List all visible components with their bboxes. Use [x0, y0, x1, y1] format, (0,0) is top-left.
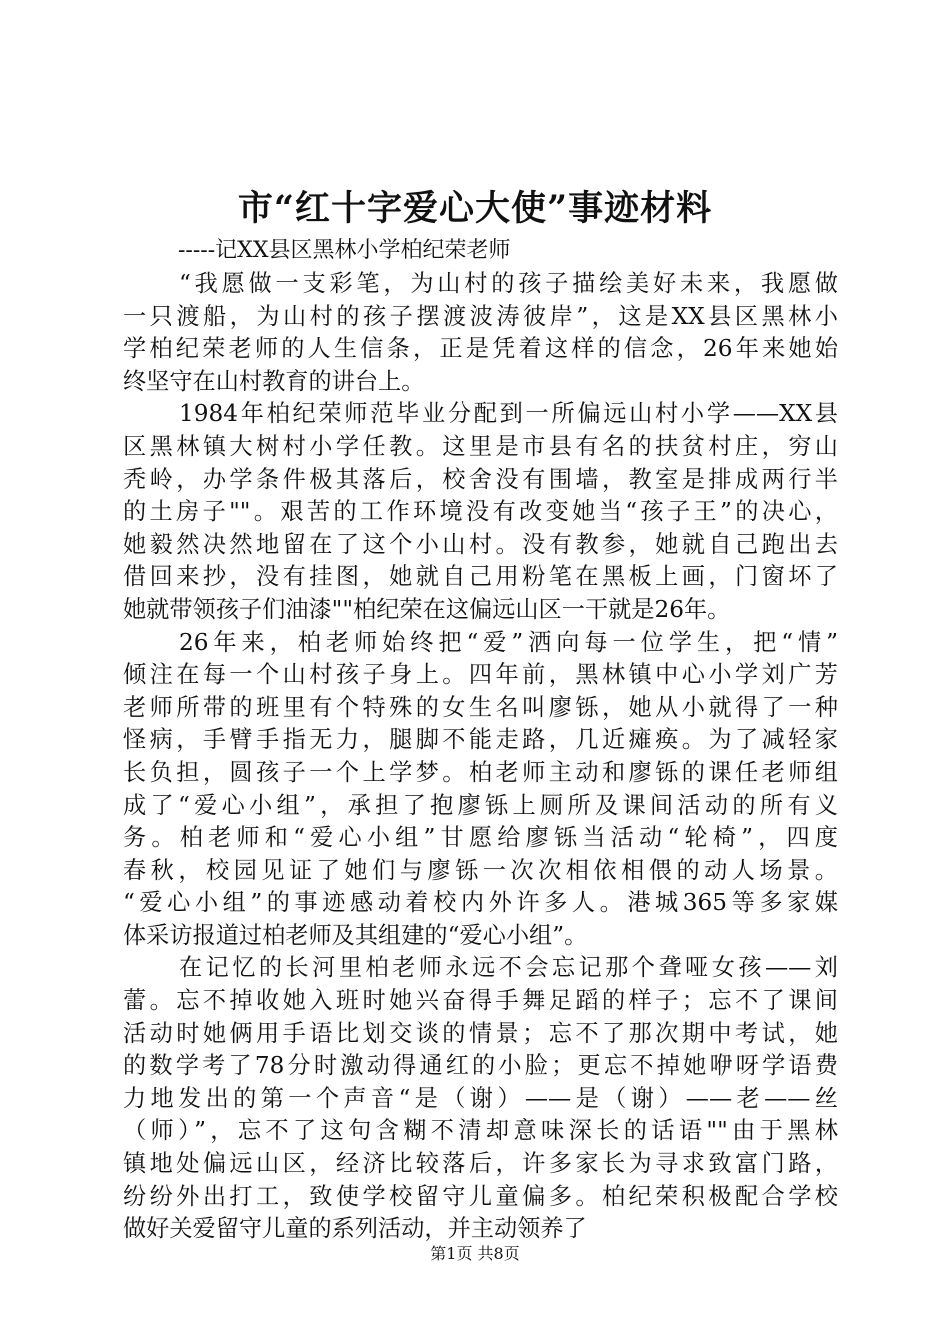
body-line: 秃岭，办学条件极其落后，校舍没有围墙，教室是排成两行半	[123, 465, 838, 493]
body-line: 镇地处偏远山区，经济比较落后，许多家长为寻求致富门路，	[123, 1150, 838, 1178]
body-line: 体采访报道过柏老师及其组建的“爱心小组”。	[123, 921, 588, 949]
body-line: 活动时她俩用手语比划交谈的情景；忘不了那次期中考试，她	[123, 1019, 838, 1047]
body-line: 长负担，圆孩子一个上学梦。柏老师主动和廖铄的课任老师组	[123, 758, 838, 786]
body-line: 的数学考了78分时激动得通红的小脸；更忘不掉她咿呀学语费	[123, 1052, 838, 1080]
body-line: 她就带领孩子们油漆""柏纪荣在这偏远山区一干就是26年。	[123, 595, 731, 623]
document-title: 市“红十字爱心大使”事迹材料	[237, 188, 713, 229]
body-line: 春秋，校园见证了她们与廖铄一次次相依相偎的动人场景。	[123, 856, 838, 884]
body-line: 成了“爱心小组”，承担了抱廖铄上厕所及课间活动的所有义	[123, 791, 838, 819]
body-line: 终坚守在山村教育的讲台上。	[123, 367, 425, 395]
body-line: 老师所带的班里有个特殊的女生名叫廖铄，她从小就得了一种	[123, 693, 838, 721]
body-line: 借回来抄，没有挂图，她就自己用粉笔在黑板上画，门窗坏了	[123, 563, 838, 591]
body-line: 区黑林镇大树村小学任教。这里是市县有名的扶贫村庄，穷山	[123, 432, 838, 460]
body-line: “爱心小组”的事迹感动着校内外许多人。港城365等多家媒	[123, 889, 838, 917]
body-line: 怪病，手臂手指无力，腿脚不能走路，几近瘫痪。为了减轻家	[123, 726, 838, 754]
body-line: 纷纷外出打工，致使学校留守儿童偏多。柏纪荣积极配合学校	[123, 1182, 838, 1210]
body-line: 务。柏老师和“爱心小组”甘愿给廖铄当活动“轮椅”，四度	[123, 824, 838, 852]
document-subtitle: -----记XX县区黑林小学柏纪荣老师	[178, 238, 511, 263]
body-line: 在记忆的长河里柏老师永远不会忘记那个聋哑女孩——刘	[179, 954, 838, 982]
document-body	[123, 268, 838, 1246]
body-line: 的土房子""。艰苦的工作环境没有改变她当“孩子王”的决心，	[123, 498, 838, 526]
body-line: 做好关爱留守儿童的系列活动，并主动领养了	[123, 1215, 587, 1243]
body-line: 26年来，柏老师始终把“爱”洒向每一位学生，把“情”	[179, 628, 838, 656]
body-line: 1984年柏纪荣师范毕业分配到一所偏远山村小学——XX县	[179, 400, 838, 428]
body-line: “我愿做一支彩笔，为山村的孩子描绘美好未来，我愿做	[179, 270, 838, 297]
body-line: 倾注在每一个山村孩子身上。四年前，黑林镇中心小学刘广芳	[123, 661, 838, 689]
page-number-footer: 第1页 共8页	[430, 1244, 520, 1263]
body-line: （师）”，忘不了这句含糊不清却意味深长的话语""由于黑林	[123, 1117, 838, 1145]
body-line: 学柏纪荣老师的人生信条，正是凭着这样的信念，26年来她始	[123, 335, 838, 363]
body-line: 一只渡船，为山村的孩子摆渡波涛彼岸”，这是XX县区黑林小	[123, 302, 838, 330]
body-line: 她毅然决然地留在了这个小山村。没有教参，她就自己跑出去	[123, 530, 838, 558]
body-line: 力地发出的第一个声音“是（谢）——是（谢）——老——丝	[123, 1084, 838, 1112]
body-line: 蕾。忘不掉收她入班时她兴奋得手舞足蹈的样子；忘不了课间	[123, 987, 838, 1015]
